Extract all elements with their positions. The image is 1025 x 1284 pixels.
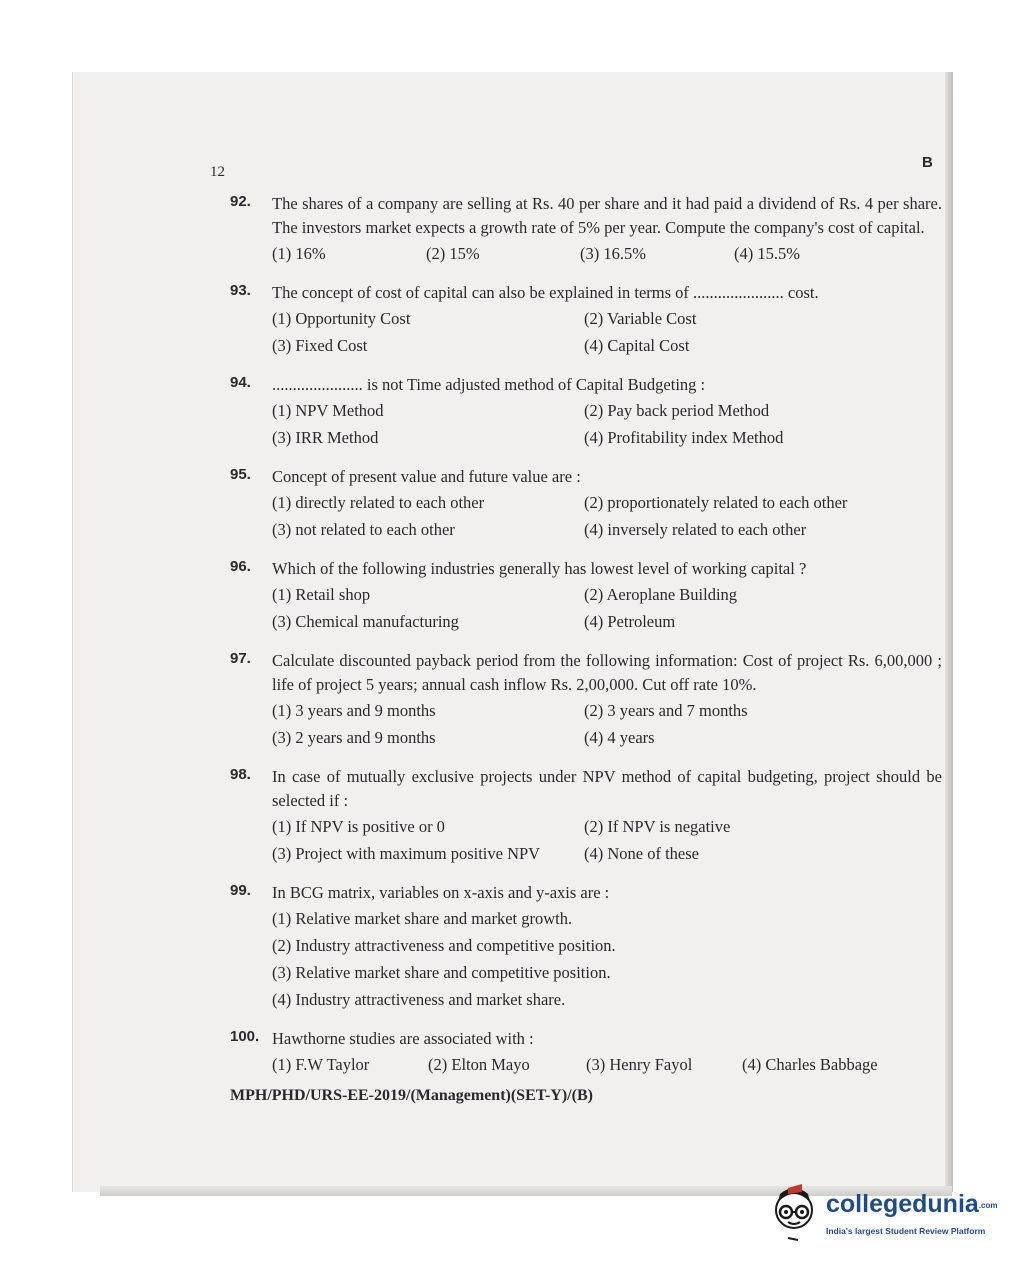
option: (1) Retail shop — [272, 585, 371, 604]
option: (2) proportionately related to each other — [584, 493, 848, 512]
question-text: In BCG matrix, variables on x-axis and y-axis are : — [272, 883, 610, 902]
option: (4) Charles Babbage — [742, 1055, 878, 1074]
brand-tagline: India's largest Student Review Platform — [826, 1226, 986, 1236]
option: (3) Relative market share and competitive position. — [272, 963, 611, 982]
option: (3) 16.5% — [580, 244, 646, 263]
question-95 — [230, 465, 942, 543]
option: (4) 15.5% — [734, 244, 800, 263]
option: (4) 4 years — [584, 728, 655, 747]
options — [272, 905, 942, 1013]
option: (3) IRR Method — [272, 428, 379, 447]
options — [272, 813, 942, 867]
option: (4) inversely related to each other — [584, 520, 807, 539]
options — [272, 240, 942, 267]
option: (3) not related to each other — [272, 520, 455, 539]
option: (2) Aeroplane Building — [584, 585, 738, 604]
question-text: Calculate discounted payback period from the following information: Cost of project Rs. 6,00,000 ; life of project 5 years; annual cash inflow Rs. 2,00,000. Cut off rate 10%. — [272, 651, 942, 694]
page-number: 12 — [210, 164, 225, 180]
option: (4) Profitability index Method — [584, 428, 784, 447]
question-text: Concept of present value and future value are : — [272, 467, 581, 486]
option: (3) Henry Fayol — [586, 1055, 693, 1074]
option: (2) Variable Cost — [584, 309, 697, 328]
question-number: 95. — [230, 466, 251, 483]
options — [272, 397, 942, 451]
option: (2) Pay back period Method — [584, 401, 770, 420]
question-text: The shares of a company are selling at Rs. 40 per share and it had paid a dividend of Rs. 4 per share. The investors market expects a growth rate of 5% per year. Compute the company's cost of capital. — [272, 194, 942, 237]
question-text: Hawthorne studies are associated with : — [272, 1029, 534, 1048]
option: (4) None of these — [584, 844, 700, 863]
question-text: Which of the following industries generally has lowest level of working capital ? — [272, 559, 807, 578]
brand-name: collegedunia.com — [826, 1190, 998, 1218]
question-number: 92. — [230, 193, 251, 210]
option: (1) NPV Method — [272, 401, 384, 420]
question-number: 94. — [230, 374, 251, 391]
option: (1) F.W Taylor — [272, 1055, 370, 1074]
option: (2) If NPV is negative — [584, 817, 731, 836]
question-100 — [230, 1027, 942, 1078]
question-96 — [230, 557, 942, 635]
question-number: 100. — [230, 1028, 260, 1045]
option: (1) 3 years and 9 months — [272, 701, 436, 720]
question-text: ...................... is not Time adjusted method of Capital Budgeting : — [272, 375, 706, 394]
option: (1) directly related to each other — [272, 493, 485, 512]
option: (1) Relative market share and market growth. — [272, 909, 573, 928]
question-text: In case of mutually exclusive projects under NPV method of capital budgeting, project should be selected if : — [272, 767, 942, 810]
question-99 — [230, 881, 942, 1013]
option: (2) 15% — [426, 244, 480, 263]
option: (1) If NPV is positive or 0 — [272, 817, 445, 836]
question-93 — [230, 281, 942, 359]
question-97 — [230, 649, 942, 751]
question-number: 98. — [230, 766, 251, 783]
option: (3) Chemical manufacturing — [272, 612, 459, 631]
question-92 — [230, 192, 942, 267]
question-98 — [230, 765, 942, 867]
options — [272, 1051, 942, 1078]
option: (1) 16% — [272, 244, 326, 263]
question-number: 93. — [230, 282, 251, 299]
question-number: 99. — [230, 882, 251, 899]
option: (3) Project with maximum positive NPV — [272, 844, 541, 863]
question-list — [230, 192, 942, 1092]
options — [272, 489, 942, 543]
paper-code-footer: MPH/PHD/URS-EE-2019/(Management)(SET-Y)/(B) — [230, 1087, 593, 1104]
option: (1) Opportunity Cost — [272, 309, 411, 328]
option: (4) Petroleum — [584, 612, 676, 631]
options — [272, 697, 942, 751]
question-text: The concept of cost of capital can also be explained in terms of ...................... cost. — [272, 283, 819, 302]
set-letter: B — [922, 154, 933, 171]
options — [272, 305, 942, 359]
options — [272, 581, 942, 635]
option: (2) Elton Mayo — [428, 1055, 530, 1074]
question-number: 96. — [230, 558, 251, 575]
question-94 — [230, 373, 942, 451]
mascot-icon — [768, 1180, 826, 1246]
option: (2) 3 years and 7 months — [584, 701, 748, 720]
option: (4) Industry attractiveness and market share. — [272, 990, 566, 1009]
option: (2) Industry attractiveness and competitive position. — [272, 936, 616, 955]
brand-tld: .com — [978, 1200, 998, 1210]
question-number: 97. — [230, 650, 251, 667]
option: (3) 2 years and 9 months — [272, 728, 436, 747]
option: (4) Capital Cost — [584, 336, 690, 355]
option: (3) Fixed Cost — [272, 336, 368, 355]
collegedunia-watermark — [768, 1180, 998, 1260]
